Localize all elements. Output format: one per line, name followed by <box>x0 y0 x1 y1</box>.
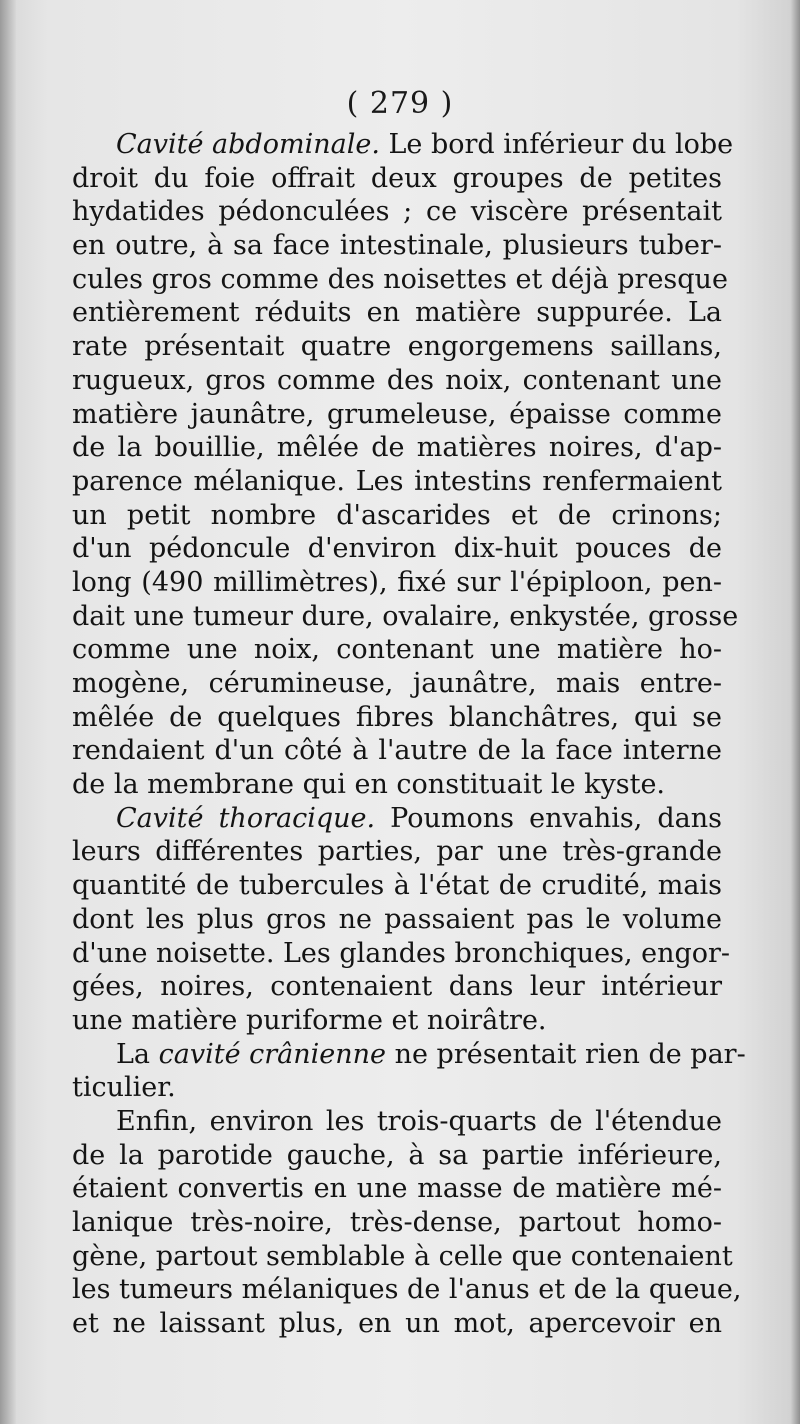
text-line: dont les plus gros ne passaient pas le volume <box>72 903 722 935</box>
text-line: rendaient d'un côté à l'autre de la face interne <box>72 735 722 767</box>
text-line: comme une noix, contenant une matière ho- <box>72 634 722 666</box>
text-line: rugueux, gros comme des noix, contenant une <box>72 364 722 396</box>
page-gutter-shadow <box>0 0 16 1424</box>
text-line: étaient convertis en une masse de matière mé- <box>72 1173 722 1205</box>
text-line: Enfin, environ les trois-quarts de l'étendue <box>116 1105 722 1137</box>
text-line: et ne laissant plus, en un mot, apercevoir en <box>72 1308 722 1340</box>
text-line: rate présentait quatre engorgemens saillans, <box>72 331 722 363</box>
text-line: long (490 millimètres), fixé sur l'épiploon, pen- <box>72 566 722 598</box>
text-line: de la bouillie, mêlée de matières noires, d'ap- <box>72 432 722 464</box>
text-line: de la membrane qui en constituait le kyste. <box>72 769 666 801</box>
text-line: parence mélanique. Les intestins renfermaient <box>72 465 722 497</box>
text-line: d'une noisette. Les glandes bronchiques, engor- <box>72 937 731 969</box>
text-line: de la parotide gauche, à sa partie inférieure, <box>72 1139 722 1171</box>
text-line: entièrement réduits en matière suppurée. La <box>72 297 722 329</box>
page-number: ( 279 ) <box>346 86 454 121</box>
line-text: Poumons envahis, dans <box>375 802 723 834</box>
body-text <box>72 128 746 1341</box>
text-line: gées, noires, contenaient dans leur intérieur <box>72 971 722 1003</box>
text-line: hydatides pédonculées ; ce viscère présentait <box>72 196 722 228</box>
italic-term: cavité crânienne <box>158 1038 387 1070</box>
text-line <box>72 802 722 836</box>
text-line <box>72 1038 746 1072</box>
page-edge-shadow <box>790 0 800 1424</box>
text-line: les tumeurs mélaniques de l'anus et de la queue, <box>72 1274 742 1306</box>
text-line <box>72 128 734 162</box>
text-line: cules gros comme des noisettes et déjà presque <box>72 263 728 295</box>
text-line: mêlée de quelques fibres blanchâtres, qui se <box>72 701 722 733</box>
text-line: quantité de tubercules à l'état de crudité, mais <box>72 870 722 902</box>
text-line: d'un pédoncule d'environ dix-huit pouces de <box>72 533 722 565</box>
text-line: un petit nombre d'ascarides et de crinons; <box>72 499 722 531</box>
line-text: Le bord inférieur du lobe <box>379 129 734 160</box>
text-line: dait une tumeur dure, ovalaire, enkystée, grosse <box>72 600 739 632</box>
text-line: une matière puriforme et noirâtre. <box>72 1004 547 1036</box>
text-line: droit du foie offrait deux groupes de petites <box>72 162 722 194</box>
text-line: mogène, cérumineuse, jaunâtre, mais entre- <box>72 668 722 699</box>
line-text: ne présentait rien de par- <box>386 1038 746 1070</box>
text-line: gène, partout semblable à celle que contenaient <box>72 1240 733 1272</box>
text-line: en outre, à sa face intestinale, plusieurs tuber- <box>72 230 722 262</box>
text-line: ticulier. <box>72 1072 176 1104</box>
line-text: La <box>116 1038 159 1070</box>
text-line: matière jaunâtre, grumeleuse, épaisse comme <box>72 398 722 430</box>
text-line: lanique très-noire, très-dense, partout homo- <box>72 1207 722 1238</box>
section-heading: Cavité thoracique. <box>116 802 376 834</box>
section-heading: Cavité abdominale. <box>116 129 380 160</box>
text-line: leurs différentes parties, par une très-grande <box>72 836 722 868</box>
